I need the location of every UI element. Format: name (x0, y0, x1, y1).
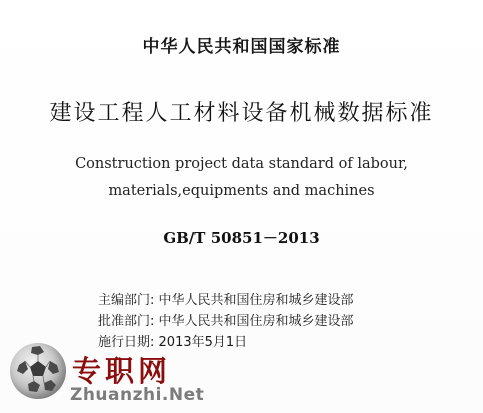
standard-code: GB/T 50851－2013 (163, 229, 320, 247)
title-english-line2: materials,equipments and machines (108, 183, 375, 199)
title-chinese: 建设工程人工材料设备机械数据标准 (49, 101, 434, 126)
editor-label: 主编部门: (98, 293, 155, 308)
watermark-cn-text: 专职网 (72, 354, 172, 388)
date-label: 施行日期: (98, 335, 155, 350)
title-english (0, 151, 483, 205)
date-value: 2013年5月1日 (158, 335, 248, 350)
title-english-line1: Construction project data standard of labour, (75, 156, 408, 172)
editor-row (98, 289, 354, 308)
watermark-en-text: Zhuanzhi.Net (70, 385, 205, 405)
approver-row (98, 310, 354, 329)
editor-value: 中华人民共和国住房和城乡建设部 (158, 293, 354, 308)
date-row (98, 331, 247, 350)
approver-label: 批准部门: (98, 314, 155, 329)
soccer-ball-icon (10, 343, 66, 399)
approver-value: 中华人民共和国住房和城乡建设部 (158, 314, 354, 329)
issuer-header: 中华人民共和国国家标准 (142, 37, 341, 57)
